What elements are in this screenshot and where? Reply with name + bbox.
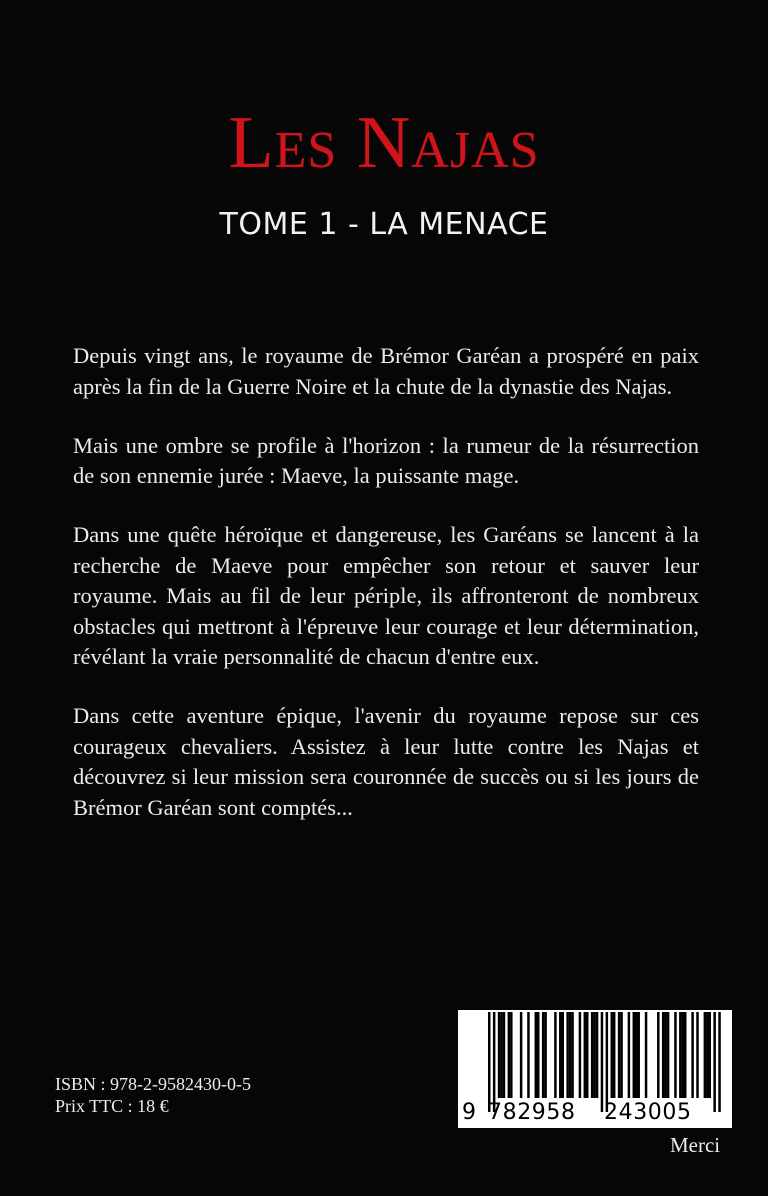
barcode-bar [606,1012,609,1112]
barcode-first-digit: 9 [462,1100,477,1125]
price-text: Prix TTC : 18 € [55,1096,169,1116]
barcode-bar [500,1012,503,1098]
barcode-bar [691,1012,694,1098]
barcode-bar [554,1012,557,1098]
barcode-bar [635,1012,638,1098]
merci-text: Merci [670,1133,721,1157]
blurb-paragraph: Dans une quête héroïque et dangereuse, les Garéans se lancent à la recherche de Maeve pour empêcher son retour et sauver leur royaume. Mais au fil de leur périple, ils affronteront de nombreux obstacles qui mettront à l'épreuve leur courage et leur détermination, révélant la vraie personnalité de chacun d'entre eux. [73,522,699,669]
barcode-bar [520,1012,523,1098]
barcode-bar [696,1012,699,1098]
isbn-text: ISBN : 978-2-9582430-0-5 [55,1074,251,1094]
isbn-barcode [458,1010,732,1128]
barcode-bar [537,1012,540,1098]
barcode-bar [620,1012,623,1098]
barcode-bar [488,1012,491,1112]
barcode-bar [562,1012,565,1098]
barcode-bar [704,1012,707,1098]
barcode-right-group: 243005 [604,1100,692,1125]
barcode-bar [544,1012,547,1098]
barcode-bar [667,1012,670,1098]
blurb-paragraph: Mais une ombre se profile à l'horizon : la rumeur de la résurrection de son ennemie jurée : Maeve, la puissante mage. [73,432,699,488]
barcode-bar [569,1012,572,1098]
barcode-bar [596,1012,599,1098]
barcode-bar [601,1012,604,1112]
barcode-bar [584,1012,587,1098]
barcode-bar [586,1012,589,1098]
barcode-bar [493,1012,496,1112]
barcode-bar [591,1012,594,1098]
barcode-bar [664,1012,667,1098]
barcode-bar [718,1012,721,1112]
barcode-bar [579,1012,582,1098]
back-cover-blurb [73,341,699,852]
barcode-bar [662,1012,665,1098]
barcode-bar [510,1012,513,1098]
barcode-bar [613,1012,616,1098]
barcode-bar [498,1012,501,1098]
barcode-bar [713,1012,716,1112]
barcode-bar [657,1012,660,1098]
barcode-bar [633,1012,636,1098]
barcode-bar [566,1012,569,1098]
barcode-bar [542,1012,545,1098]
book-title: Les Najas [228,102,540,184]
barcode-bar [682,1012,685,1098]
blurb-paragraph: Dans cette aventure épique, l'avenir du royaume repose sur ces courageux chevaliers. Assistez à leur lutte contre les Najas et découvrez si leur mission sera couronnée de succès ou si les jours de Brémor Garéan sont comptés... [73,703,699,820]
barcode-bar [559,1012,562,1098]
barcode-bar [571,1012,574,1098]
barcode-bar [679,1012,682,1098]
barcode-bar [628,1012,631,1098]
barcode-bar [618,1012,621,1098]
barcode-left-group: 782958 [488,1100,576,1125]
barcode-bar [674,1012,677,1098]
barcode-bar [637,1012,640,1098]
barcode-bar [508,1012,511,1098]
barcode-bar [645,1012,648,1098]
publication-info [55,1073,251,1117]
barcode-bar [706,1012,709,1098]
barcode-bar [535,1012,538,1098]
book-subtitle: TOME 1 - LA MENACE [219,207,549,242]
barcode-bar [593,1012,596,1098]
barcode-bar [611,1012,614,1098]
blurb-paragraph: Depuis vingt ans, le royaume de Brémor Garéan a prospéré en paix après la fin de la Guerre Noire et la chute de la dynastie des Najas. [73,343,699,399]
barcode-bar [684,1012,687,1098]
barcode-bar [527,1012,530,1098]
barcode-bar [503,1012,506,1098]
barcode-bar [709,1012,712,1098]
